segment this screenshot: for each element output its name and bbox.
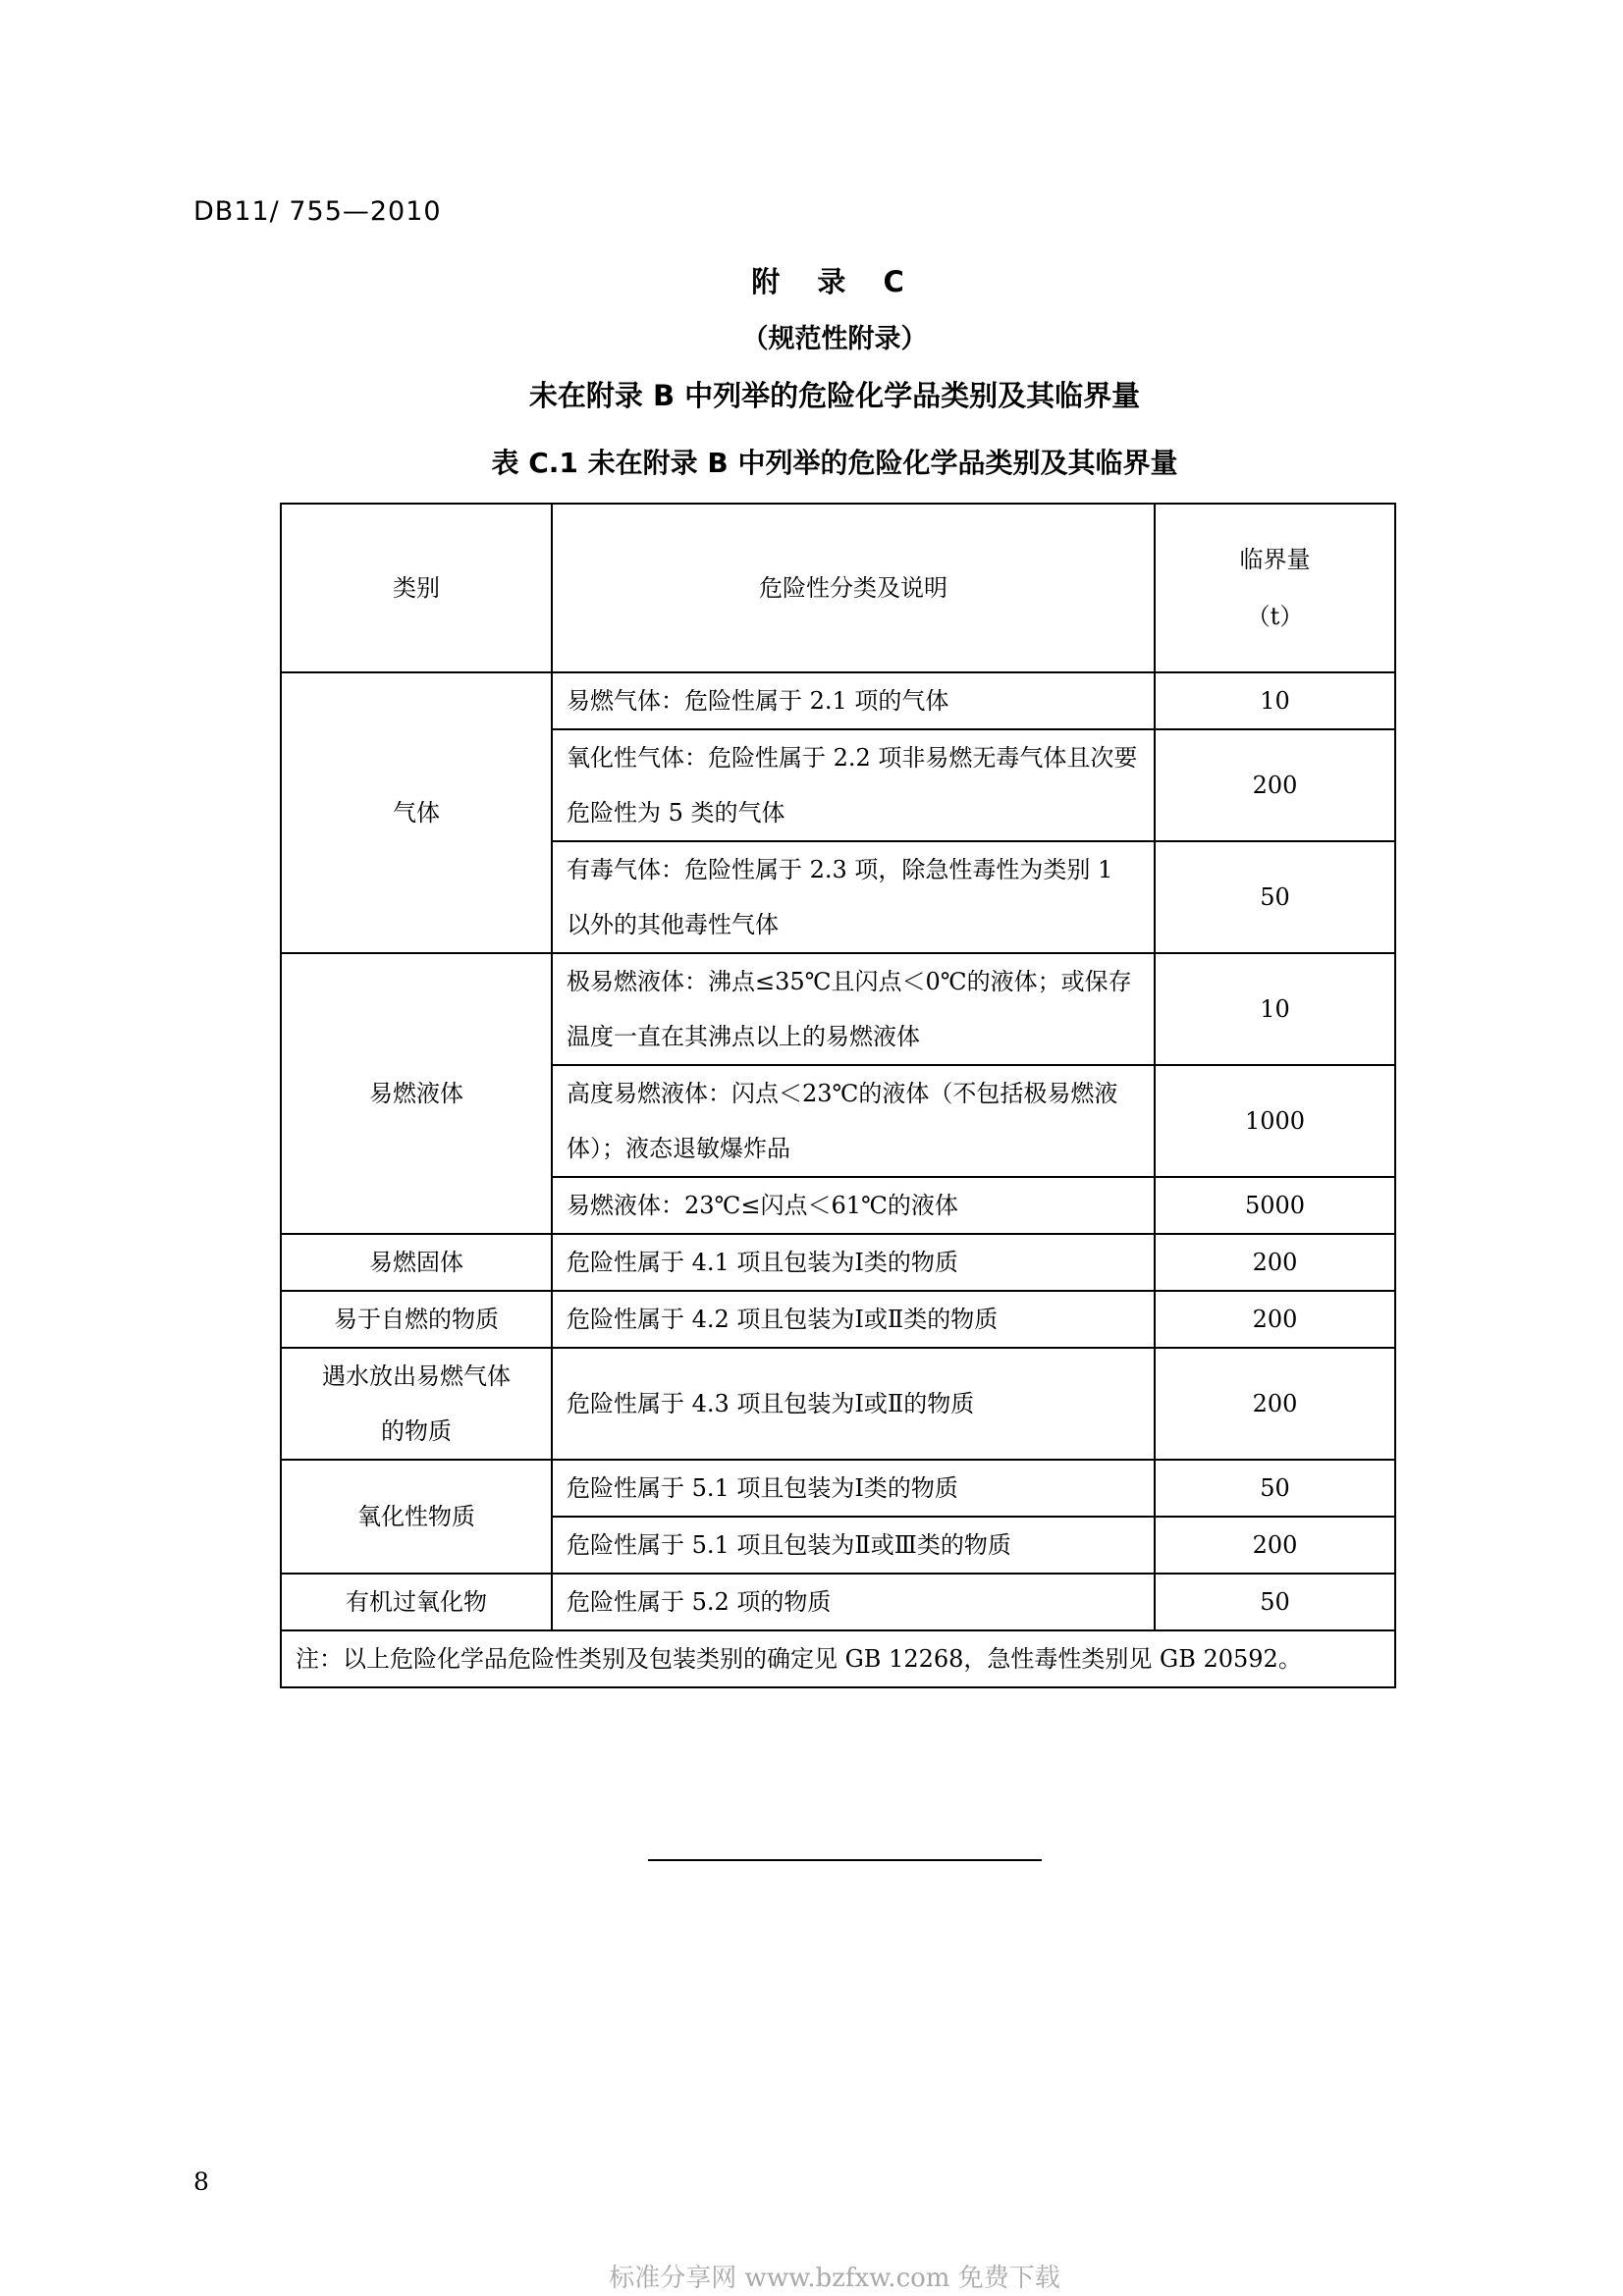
category-cell: 有机过氧化物 <box>281 1574 552 1630</box>
appendix-type: （规范性附录） <box>741 324 928 354</box>
threshold-cell: 200 <box>1155 1234 1395 1291</box>
table-caption: 表 C.1 未在附录 B 中列举的危险化学品类别及其临界量 <box>491 447 1178 479</box>
table-row <box>281 1574 1395 1630</box>
threshold-cell: 200 <box>1155 729 1395 841</box>
description-cell: 有毒气体：危险性属于 2.3 项，除急性毒性为类别 1 以外的其他毒性气体 <box>552 841 1155 953</box>
header-description: 危险性分类及说明 <box>552 504 1155 672</box>
threshold-cell: 10 <box>1155 672 1395 729</box>
table-row <box>281 953 1395 1065</box>
description-cell: 氧化性气体：危险性属于 2.2 项非易燃无毒气体且次要危险性为 5 类的气体 <box>552 729 1155 841</box>
table-row <box>281 1234 1395 1291</box>
category-cell: 易燃液体 <box>281 953 552 1234</box>
table-row <box>281 1291 1395 1348</box>
table-note: 注：以上危险化学品危险性类别及包装类别的确定见 GB 12268，急性毒性类别见 GB 20592。 <box>281 1630 1395 1687</box>
description-cell: 高度易燃液体：闪点＜23℃的液体（不包括极易燃液体）；液态退敏爆炸品 <box>552 1065 1155 1177</box>
threshold-cell: 1000 <box>1155 1065 1395 1177</box>
table-row <box>281 1348 1395 1460</box>
watermark-text: 标准分享网 www.bzfxw.com 免费下载 <box>609 2264 1060 2293</box>
description-cell: 危险性属于 5.2 项的物质 <box>552 1574 1155 1630</box>
hazard-threshold-table <box>280 503 1396 1688</box>
standard-code: DB11/ 755—2010 <box>193 196 442 227</box>
header-threshold-label: 临界量 <box>1239 546 1311 573</box>
description-cell: 危险性属于 4.1 项且包装为Ⅰ类的物质 <box>552 1234 1155 1291</box>
description-cell: 极易燃液体：沸点≤35℃且闪点＜0℃的液体；或保存温度一直在其沸点以上的易燃液体 <box>552 953 1155 1065</box>
appendix-title: 附 录 C <box>751 265 918 298</box>
table-note-row <box>281 1630 1395 1687</box>
threshold-cell: 50 <box>1155 1574 1395 1630</box>
end-rule <box>648 1859 1042 1861</box>
threshold-cell: 200 <box>1155 1291 1395 1348</box>
description-cell: 易燃气体：危险性属于 2.1 项的气体 <box>552 672 1155 729</box>
description-cell: 危险性属于 4.3 项且包装为Ⅰ或Ⅱ的物质 <box>552 1348 1155 1460</box>
table-row <box>281 672 1395 729</box>
category-cell: 氧化性物质 <box>281 1460 552 1574</box>
header-category: 类别 <box>281 504 552 672</box>
threshold-cell: 200 <box>1155 1348 1395 1460</box>
appendix-heading: 未在附录 B 中列举的危险化学品类别及其临界量 <box>528 379 1141 412</box>
threshold-cell: 50 <box>1155 1460 1395 1517</box>
table-row <box>281 1460 1395 1517</box>
threshold-cell: 200 <box>1155 1517 1395 1574</box>
category-cell: 易于自燃的物质 <box>281 1291 552 1348</box>
header-threshold-unit: （t） <box>1246 603 1304 630</box>
description-cell: 危险性属于 5.1 项且包装为Ⅰ类的物质 <box>552 1460 1155 1517</box>
description-cell: 危险性属于 5.1 项且包装为Ⅱ或Ⅲ类的物质 <box>552 1517 1155 1574</box>
threshold-cell: 10 <box>1155 953 1395 1065</box>
table-header-row <box>281 504 1395 672</box>
description-cell: 危险性属于 4.2 项且包装为Ⅰ或Ⅱ类的物质 <box>552 1291 1155 1348</box>
category-cell: 遇水放出易燃气体的物质 <box>281 1348 552 1460</box>
category-cell: 气体 <box>281 672 552 953</box>
page-number: 8 <box>193 2167 209 2196</box>
threshold-cell: 50 <box>1155 841 1395 953</box>
threshold-cell: 5000 <box>1155 1177 1395 1234</box>
header-threshold <box>1155 504 1395 672</box>
description-cell: 易燃液体：23℃≤闪点＜61℃的液体 <box>552 1177 1155 1234</box>
category-cell: 易燃固体 <box>281 1234 552 1291</box>
